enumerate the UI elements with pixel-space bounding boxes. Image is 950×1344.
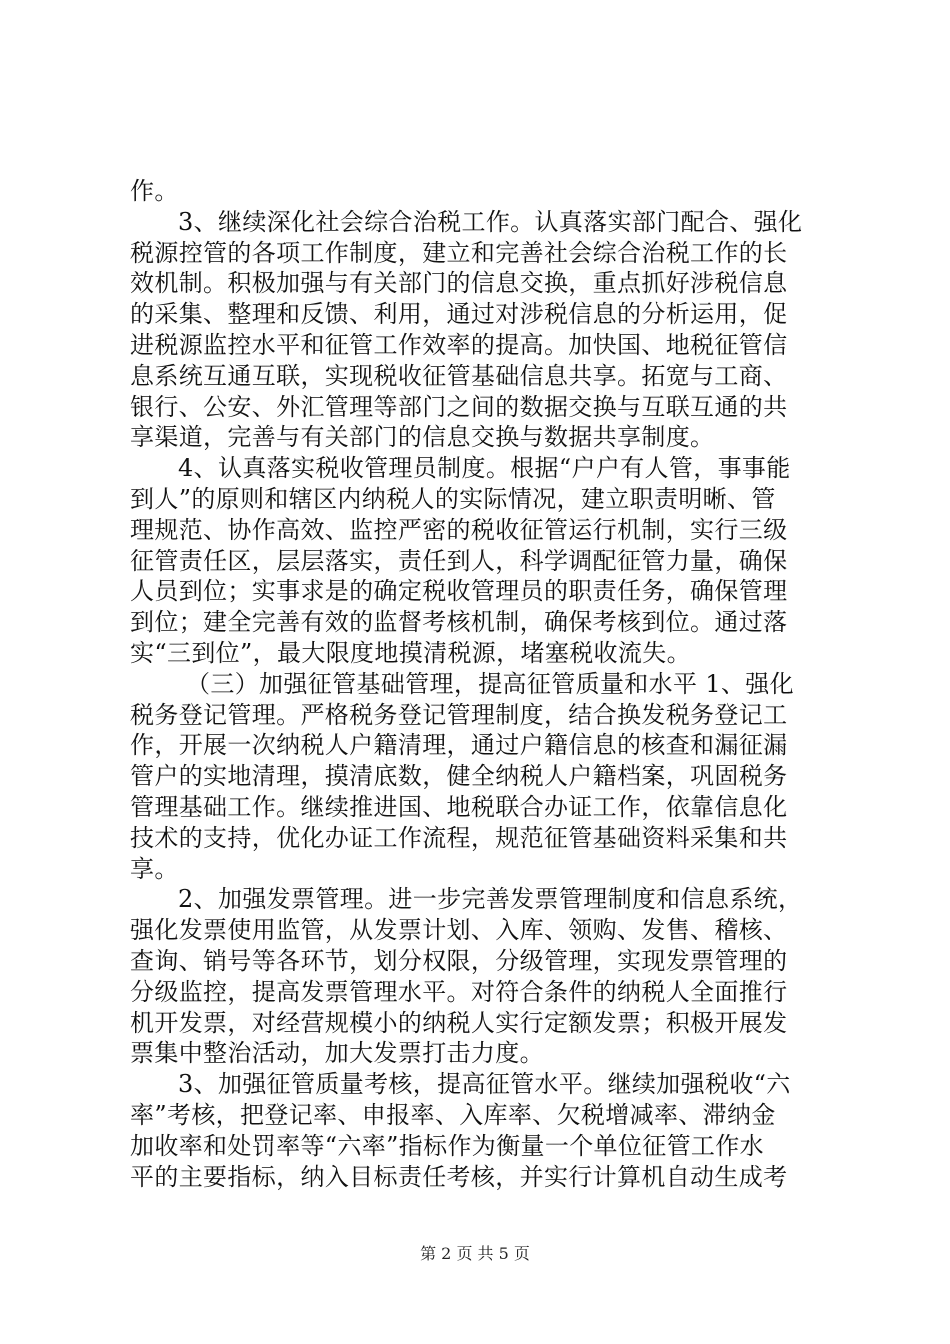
- text-line: 率”考核，把登记率、申报率、入库率、欠税增减率、滞纳金: [130, 1100, 776, 1129]
- text-line: 管户的实地清理，摸清底数，健全纳税人户籍档案，巩固税务: [130, 762, 788, 791]
- text-line: 税务登记管理。严格税务登记管理制度，结合换发税务登记工: [130, 700, 788, 729]
- text-line: 息系统互通互联，实现税收征管基础信息共享。拓宽与工商、: [130, 361, 788, 390]
- text-line: 税源控管的各项工作制度，建立和完善社会综合治税工作的长: [130, 238, 788, 267]
- text-line: 理规范、协作高效、监控严密的税收征管运行机制，实行三级: [130, 515, 788, 544]
- section-heading-line: （三）加强征管基础管理，提高征管质量和水平 1、强化: [186, 669, 794, 698]
- text-line: 2、加强发票管理。进一步完善发票管理制度和信息系统，: [178, 885, 803, 914]
- text-line: 技术的支持，优化办证工作流程，规范征管基础资料采集和共: [130, 823, 788, 852]
- text-line: 享渠道，完善与有关部门的信息交换与数据共享制度。: [130, 423, 715, 452]
- text-line: 到位；建全完善有效的监督考核机制，确保考核到位。通过落: [130, 608, 788, 637]
- text-line: 查询、销号等各环节，划分权限，分级管理，实现发票管理的: [130, 946, 788, 975]
- text-line: 机开发票，对经营规模小的纳税人实行定额发票；积极开展发: [130, 1008, 788, 1037]
- text-line: 平的主要指标，纳入目标责任考核，并实行计算机自动生成考: [130, 1162, 788, 1191]
- text-line: 的采集、整理和反馈、利用，通过对涉税信息的分析运用，促: [130, 300, 788, 329]
- text-line: 人员到位；实事求是的确定税收管理员的职责任务，确保管理: [130, 577, 788, 606]
- text-line: 3、继续深化社会综合治税工作。认真落实部门配合、强化: [178, 207, 803, 236]
- text-line: 银行、公安、外汇管理等部门之间的数据交换与互联互通的共: [130, 392, 788, 421]
- text-line: 作，开展一次纳税人户籍清理，通过户籍信息的核查和漏征漏: [130, 731, 788, 760]
- text-line: 3、加强征管质量考核，提高征管水平。继续加强税收“六: [178, 1070, 791, 1099]
- text-line: 强化发票使用监管，从发票计划、入库、领购、发售、稽核、: [130, 916, 788, 945]
- page-number-footer: 第 2 页 共 5 页: [420, 1244, 530, 1263]
- text-line: 分级监控，提高发票管理水平。对符合条件的纳税人全面推行: [130, 977, 788, 1006]
- text-line: 进税源监控水平和征管工作效率的提高。加快国、地税征管信: [130, 330, 788, 359]
- text-line: 到人”的原则和辖区内纳税人的实际情况，建立职责明晰、管: [130, 484, 776, 513]
- text-line: 征管责任区，层层落实，责任到人，科学调配征管力量，确保: [130, 546, 788, 575]
- text-line: 效机制。积极加强与有关部门的信息交换，重点抓好涉税信息: [130, 269, 788, 298]
- text-line: 票集中整治活动，加大发票打击力度。: [130, 1039, 544, 1068]
- text-line: 享。: [130, 854, 179, 883]
- text-line: 作。: [130, 177, 179, 205]
- body-text: [130, 176, 830, 1192]
- text-line: 4、认真落实税收管理员制度。根据“户户有人管，事事能: [178, 454, 791, 483]
- text-line: 加收率和处罚率等“六率”指标作为衡量一个单位征管工作水: [130, 1131, 764, 1160]
- text-line: 实“三到位”，最大限度地摸清税源，堵塞税收流失。: [130, 638, 691, 667]
- text-line: 管理基础工作。继续推进国、地税联合办证工作，依靠信息化: [130, 792, 788, 821]
